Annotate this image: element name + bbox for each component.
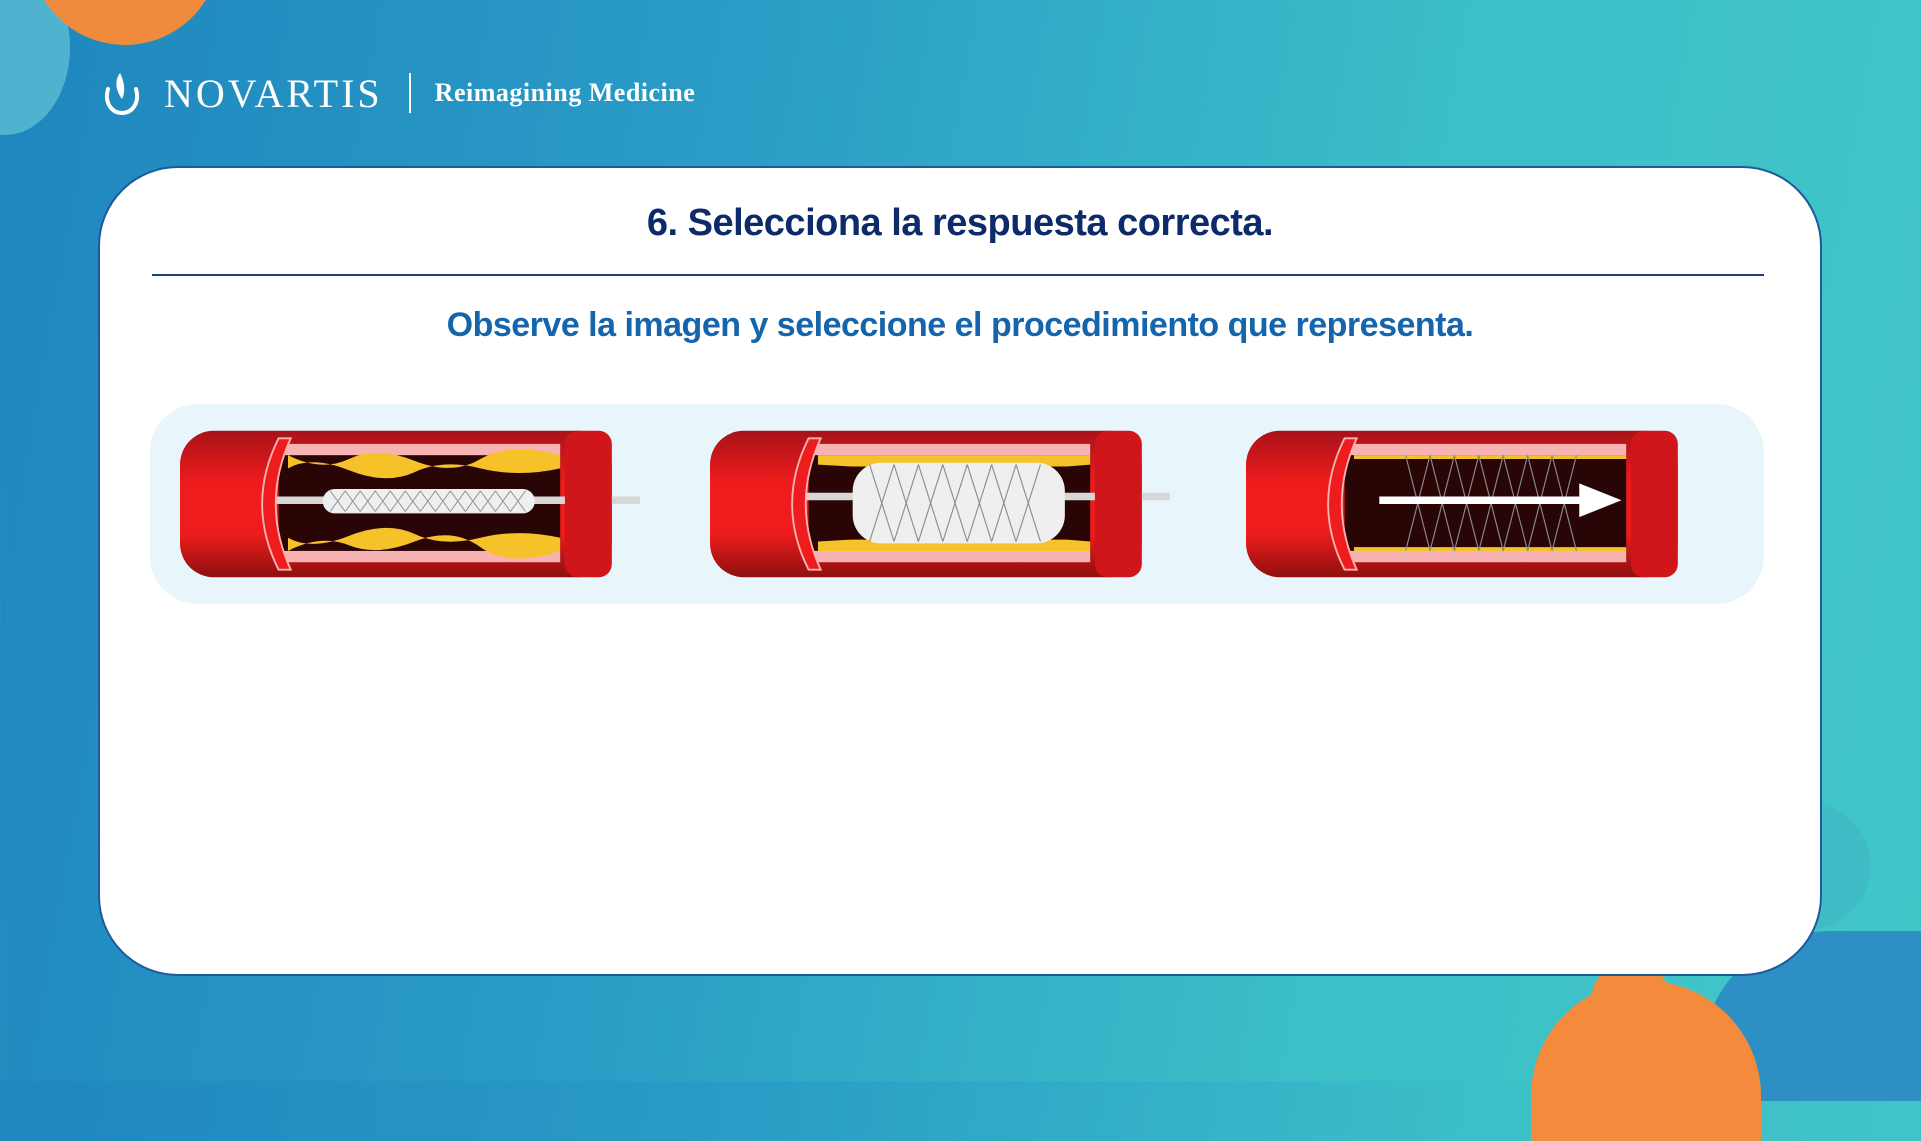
title-divider — [152, 274, 1764, 276]
brand-name: NOVARTIS — [164, 70, 383, 116]
expanded-stent-balloon-image — [710, 426, 1170, 582]
question-instruction: Observe la imagen y seleccione el procedimiento que representa. — [446, 306, 1474, 344]
question-title: 6. Selecciona la respuesta correcta. — [646, 202, 1274, 244]
decor-blob — [0, 0, 70, 135]
image-option-3[interactable] — [1246, 426, 1706, 582]
image-option-1[interactable] — [180, 426, 640, 582]
header — [100, 66, 695, 120]
image-option-2[interactable] — [710, 426, 1170, 582]
tagline: Reimagining Medicine — [434, 78, 696, 107]
header-separator — [409, 73, 411, 113]
decor-blob — [1591, 961, 1671, 1061]
deployed-stent-with-flow-image — [1246, 426, 1706, 582]
image-panel — [150, 404, 1764, 604]
question-card — [98, 166, 1822, 976]
novartis-flame-icon — [100, 69, 144, 117]
collapsed-stent-balloon-image — [180, 426, 640, 582]
